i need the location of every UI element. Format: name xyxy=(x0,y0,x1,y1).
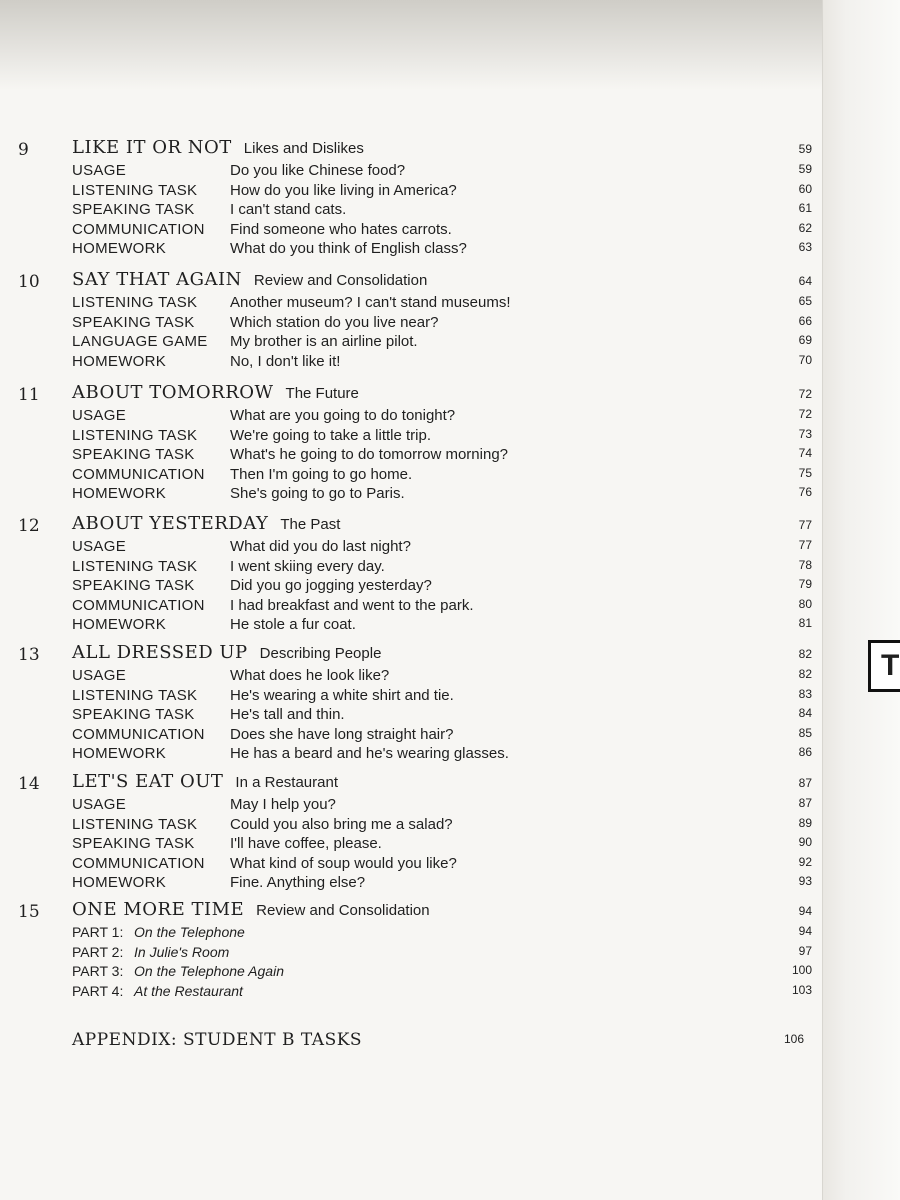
toc-row xyxy=(72,963,812,983)
section-page-number: 84 xyxy=(798,706,812,720)
unit-title xyxy=(72,642,381,663)
toc-row xyxy=(72,466,812,486)
section-text: My brother is an airline pilot. xyxy=(230,333,418,350)
section-label: HOMEWORK xyxy=(72,745,167,762)
section-text: What did you do last night? xyxy=(230,538,411,555)
section-page-number: 79 xyxy=(798,577,812,591)
section-text: Fine. Anything else? xyxy=(230,874,366,891)
unit-number: 10 xyxy=(18,272,40,292)
toc-row xyxy=(72,558,812,578)
section-page-number: 100 xyxy=(791,963,812,977)
unit-title-text: ONE MORE TIME xyxy=(72,899,245,920)
page-top-shadow xyxy=(0,0,900,90)
section-page-number: 73 xyxy=(798,426,812,441)
toc-row xyxy=(72,427,812,447)
section-label: USAGE xyxy=(72,796,127,813)
toc-row xyxy=(72,182,812,202)
unit-title xyxy=(72,513,340,534)
toc-row xyxy=(72,706,812,726)
appendix-title: APPENDIX: STUDENT B TASKS xyxy=(72,1030,363,1050)
toc-row xyxy=(72,201,812,221)
toc-row xyxy=(72,667,812,687)
section-label: LISTENING TASK xyxy=(72,686,198,704)
section-text: Does she have long straight hair? xyxy=(230,725,454,743)
section-label: USAGE xyxy=(72,162,127,179)
unit-title xyxy=(72,269,427,290)
section-text: I went skiing every day. xyxy=(230,557,385,575)
section-text: He's tall and thin. xyxy=(230,706,345,723)
toc-row xyxy=(72,485,812,505)
unit-title-text: ABOUT YESTERDAY xyxy=(72,513,269,534)
toc-row xyxy=(72,855,812,875)
section-label: USAGE xyxy=(72,667,127,684)
section-text: I had breakfast and went to the park. xyxy=(230,596,474,614)
unit-page-number: 82 xyxy=(798,647,812,661)
next-page-box: T xyxy=(868,640,900,692)
unit-subtitle: Likes and Dislikes xyxy=(243,140,364,157)
section-label: COMMUNICATION xyxy=(72,725,205,743)
section-label: LISTENING TASK xyxy=(72,426,198,444)
section-label: LISTENING TASK xyxy=(72,294,198,311)
unit-subtitle: Review and Consolidation xyxy=(256,902,430,919)
section-page-number: 80 xyxy=(798,596,812,611)
section-page-number: 78 xyxy=(798,557,812,572)
section-text: No, I don't like it! xyxy=(230,352,341,370)
section-label: SPEAKING TASK xyxy=(72,313,195,331)
section-label: SPEAKING TASK xyxy=(72,706,195,723)
section-text: In Julie's Room xyxy=(134,943,230,960)
section-text: Did you go jogging yesterday? xyxy=(230,577,432,594)
section-text: Could you also bring me a salad? xyxy=(230,815,453,833)
toc-row xyxy=(72,835,812,855)
section-page-number: 86 xyxy=(798,745,812,759)
unit-title xyxy=(72,899,430,920)
section-page-number: 75 xyxy=(798,465,812,480)
section-text: He has a beard and he's wearing glasses. xyxy=(230,745,509,762)
section-text: Which station do you live near? xyxy=(230,313,439,331)
section-text: What does he look like? xyxy=(230,667,390,684)
section-label: PART 2: xyxy=(72,943,124,960)
section-page-number: 59 xyxy=(798,162,812,176)
section-label: PART 4: xyxy=(72,982,124,999)
section-label: HOMEWORK xyxy=(72,616,167,633)
section-text: At the Restaurant xyxy=(134,982,243,999)
unit-page-number: 94 xyxy=(798,904,812,918)
section-label: USAGE xyxy=(72,538,127,555)
section-text: I can't stand cats. xyxy=(230,201,347,218)
section-text: Find someone who hates carrots. xyxy=(230,220,452,238)
toc-row xyxy=(72,314,812,334)
section-label: LANGUAGE GAME xyxy=(72,333,208,350)
section-label: SPEAKING TASK xyxy=(72,577,195,594)
section-label: HOMEWORK xyxy=(72,485,167,502)
unit-subtitle: Review and Consolidation xyxy=(253,272,428,289)
section-page-number: 87 xyxy=(798,796,812,810)
unit-number: 14 xyxy=(18,774,40,794)
section-text: What's he going to do tomorrow morning? xyxy=(230,446,509,463)
section-page-number: 89 xyxy=(798,815,812,830)
section-page-number: 103 xyxy=(791,982,812,997)
section-text: On the Telephone xyxy=(134,924,245,940)
section-text: On the Telephone Again xyxy=(134,963,284,979)
unit-title xyxy=(72,771,338,792)
section-page-number: 60 xyxy=(798,181,812,196)
toc-row xyxy=(72,446,812,466)
toc-row xyxy=(72,294,812,314)
section-page-number: 85 xyxy=(798,725,812,740)
section-text: May I help you? xyxy=(230,796,336,813)
section-page-number: 90 xyxy=(798,835,812,849)
section-label: LISTENING TASK xyxy=(72,557,198,575)
section-label: SPEAKING TASK xyxy=(72,446,195,463)
toc-row xyxy=(72,726,812,746)
section-page-number: 92 xyxy=(798,854,812,869)
section-page-number: 65 xyxy=(798,294,812,308)
toc-row xyxy=(72,333,812,353)
toc-row xyxy=(72,577,812,597)
section-label: SPEAKING TASK xyxy=(72,835,195,852)
section-text: Do you like Chinese food? xyxy=(230,162,406,179)
section-text: She's going to go to Paris. xyxy=(230,485,405,502)
section-label: SPEAKING TASK xyxy=(72,201,195,218)
section-page-number: 81 xyxy=(798,616,812,630)
toc-row xyxy=(72,221,812,241)
section-label: PART 1: xyxy=(72,924,124,940)
section-text: How do you like living in America? xyxy=(230,181,457,199)
section-page-number: 82 xyxy=(798,667,812,681)
section-label: PART 3: xyxy=(72,963,124,979)
unit-number: 12 xyxy=(18,516,40,536)
unit-subtitle: Describing People xyxy=(259,645,382,662)
unit-page-number: 59 xyxy=(798,142,812,156)
unit-page-number: 72 xyxy=(798,387,812,401)
book-gutter xyxy=(822,0,900,1200)
section-label: COMMUNICATION xyxy=(72,596,205,614)
toc-row xyxy=(72,874,812,894)
section-label: COMMUNICATION xyxy=(72,854,205,872)
unit-title-text: ABOUT TOMORROW xyxy=(72,382,274,403)
section-text: Another museum? I can't stand museums! xyxy=(230,294,511,311)
section-page-number: 70 xyxy=(798,352,812,367)
section-label: LISTENING TASK xyxy=(72,181,198,199)
toc-row xyxy=(72,796,812,816)
section-page-number: 83 xyxy=(798,686,812,701)
unit-subtitle: In a Restaurant xyxy=(235,774,338,791)
section-label: HOMEWORK xyxy=(72,874,167,891)
section-page-number: 72 xyxy=(798,407,812,421)
unit-title-text: LET'S EAT OUT xyxy=(72,771,224,792)
section-label: USAGE xyxy=(72,407,127,424)
toc-row xyxy=(72,240,812,260)
section-label: COMMUNICATION xyxy=(72,465,205,483)
appendix-page: 106 xyxy=(784,1032,805,1046)
toc-row xyxy=(72,924,812,944)
section-text: What kind of soup would you like? xyxy=(230,854,457,872)
unit-page-number: 64 xyxy=(798,274,812,288)
toc-row xyxy=(72,944,812,964)
toc-row xyxy=(72,745,812,765)
unit-number: 13 xyxy=(18,645,40,665)
toc-row xyxy=(72,616,812,636)
section-text: He stole a fur coat. xyxy=(230,616,356,633)
unit-number: 15 xyxy=(18,902,40,922)
section-label: HOMEWORK xyxy=(72,240,167,257)
unit-title xyxy=(72,382,359,403)
toc-row xyxy=(72,407,812,427)
unit-page-number: 77 xyxy=(798,518,812,532)
toc-row xyxy=(72,687,812,707)
toc-row xyxy=(72,597,812,617)
section-page-number: 74 xyxy=(798,446,812,460)
unit-page-number: 87 xyxy=(798,776,812,790)
unit-title-text: SAY THAT AGAIN xyxy=(72,269,242,290)
section-page-number: 93 xyxy=(798,874,812,888)
unit-title-text: LIKE IT OR NOT xyxy=(72,137,232,158)
section-text: What do you think of English class? xyxy=(230,240,467,257)
unit-title xyxy=(72,137,364,158)
section-page-number: 76 xyxy=(798,485,812,499)
section-page-number: 94 xyxy=(798,924,812,938)
toc-row xyxy=(72,983,812,1003)
toc-row xyxy=(72,816,812,836)
section-label: COMMUNICATION xyxy=(72,220,205,238)
unit-subtitle: The Future xyxy=(285,385,359,402)
section-page-number: 61 xyxy=(798,201,812,215)
section-page-number: 97 xyxy=(798,943,812,958)
unit-title-text: ALL DRESSED UP xyxy=(72,642,248,663)
section-page-number: 77 xyxy=(798,538,812,552)
unit-subtitle: The Past xyxy=(280,516,341,533)
section-page-number: 62 xyxy=(798,220,812,235)
unit-number: 11 xyxy=(18,385,40,405)
section-text: He's wearing a white shirt and tie. xyxy=(230,686,454,704)
section-text: We're going to take a little trip. xyxy=(230,426,432,444)
section-label: HOMEWORK xyxy=(72,352,167,370)
unit-number: 9 xyxy=(18,140,29,160)
section-page-number: 69 xyxy=(798,333,812,347)
section-text: Then I'm going to go home. xyxy=(230,465,413,483)
toc-row xyxy=(72,353,812,373)
toc-row xyxy=(72,538,812,558)
section-page-number: 66 xyxy=(798,313,812,328)
section-page-number: 63 xyxy=(798,240,812,254)
section-text: What are you going to do tonight? xyxy=(230,407,456,424)
section-label: LISTENING TASK xyxy=(72,815,198,833)
section-text: I'll have coffee, please. xyxy=(230,835,382,852)
toc-row xyxy=(72,162,812,182)
